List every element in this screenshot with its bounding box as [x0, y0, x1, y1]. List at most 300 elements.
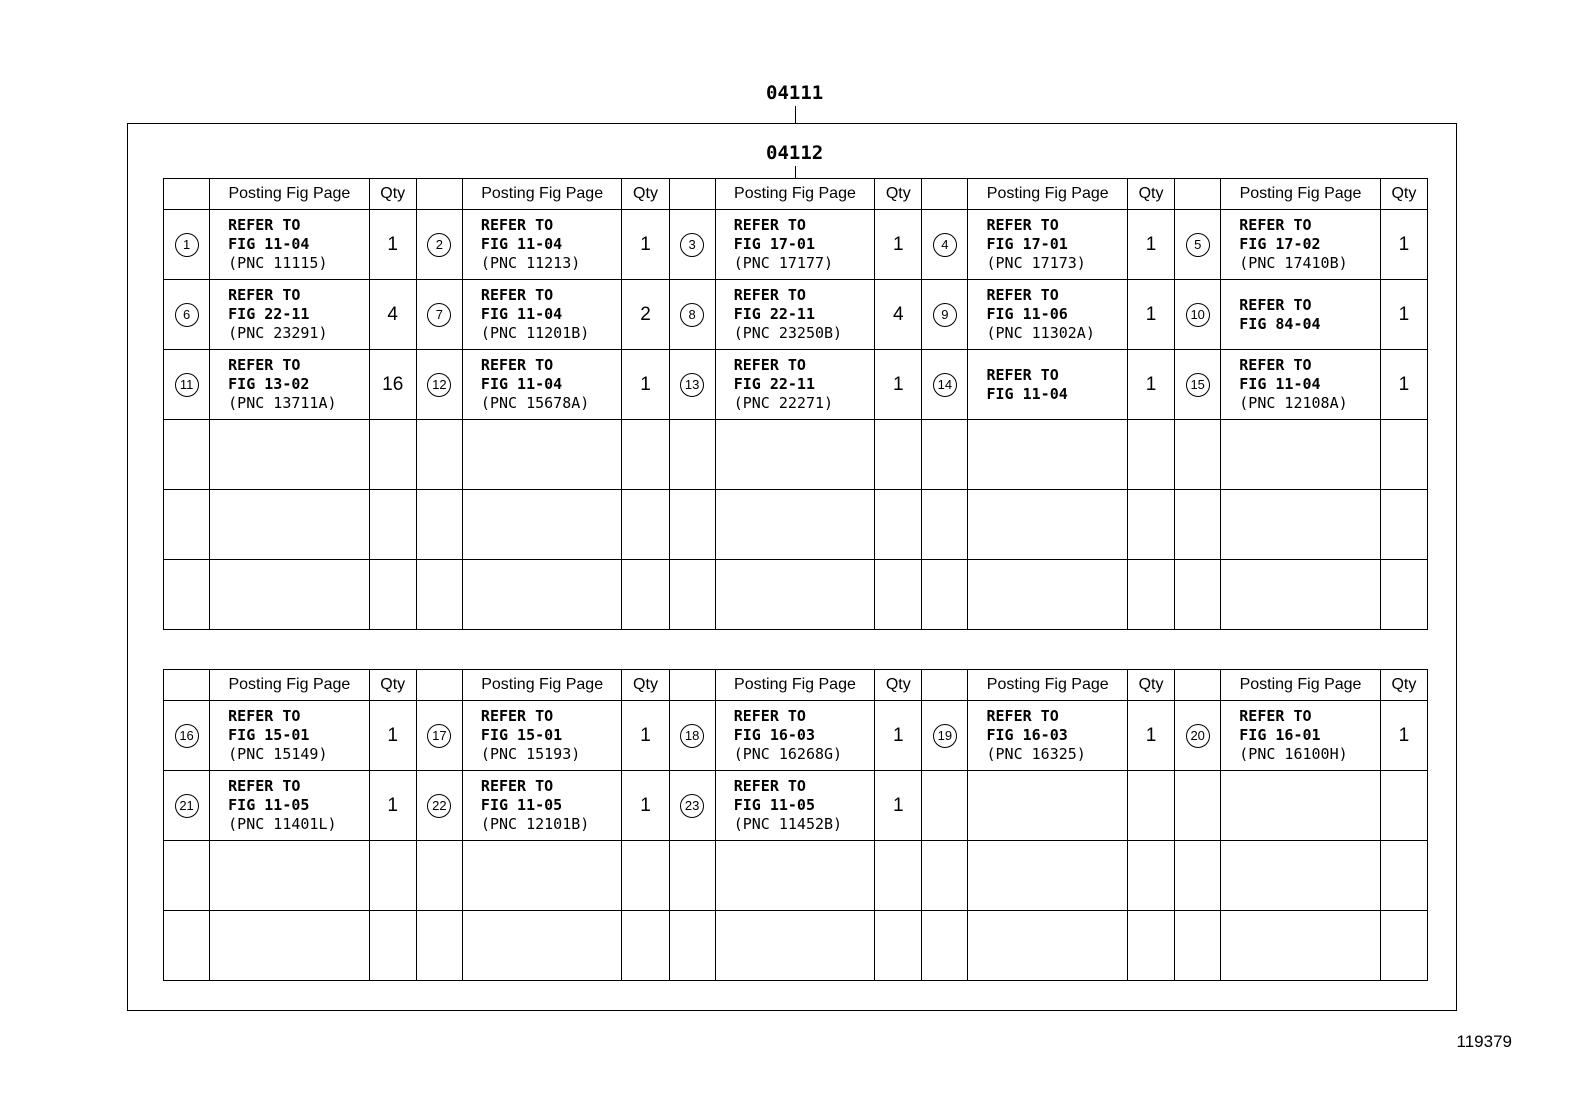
qty-cell — [1127, 771, 1174, 841]
qty-cell — [622, 560, 669, 630]
item-number-circle: 15 — [1186, 373, 1210, 397]
fig-page-text: FIG 11-04 — [480, 235, 563, 253]
fig-page-text: FIG 11-04 — [480, 305, 563, 323]
reference-cell — [210, 701, 370, 771]
pnc-text: (PNC 15149) — [228, 745, 328, 763]
header-qty: Qty — [1380, 179, 1427, 210]
reference-cell — [968, 490, 1128, 560]
header-number-cell — [1175, 670, 1221, 701]
header-qty: Qty — [1127, 670, 1174, 701]
reference-text — [716, 707, 875, 764]
reference-text — [463, 216, 622, 273]
item-number-circle: 20 — [1186, 724, 1210, 748]
item-number-cell — [1175, 701, 1221, 771]
qty-cell — [875, 420, 922, 490]
reference-cell — [715, 701, 875, 771]
header-qty: Qty — [875, 670, 922, 701]
header-number-cell — [416, 670, 462, 701]
qty-cell: 1 — [369, 701, 416, 771]
header-qty: Qty — [622, 179, 669, 210]
reference-cell — [1221, 490, 1381, 560]
item-number-cell — [1175, 911, 1221, 981]
header-number-cell — [1175, 179, 1221, 210]
item-number-circle: 14 — [933, 373, 957, 397]
item-number-cell — [416, 490, 462, 560]
reference-text — [463, 286, 622, 343]
item-number-circle: 1 — [175, 233, 199, 257]
fig-page-text: FIG 17-01 — [733, 235, 815, 253]
reference-cell — [1221, 841, 1381, 911]
pnc-text: (PNC 11201B) — [480, 324, 590, 342]
reference-cell — [210, 280, 370, 350]
item-number-cell — [922, 210, 968, 280]
header-posting-fig-page: Posting Fig Page — [1221, 179, 1381, 210]
leader-line-top — [795, 106, 796, 123]
refer-to-text: REFER TO — [1239, 295, 1312, 314]
item-number-cell — [922, 560, 968, 630]
item-number-cell — [669, 911, 715, 981]
fig-page-text: FIG 11-04 — [986, 384, 1068, 403]
reference-cell — [1221, 210, 1381, 280]
reference-text — [968, 286, 1127, 343]
fig-page-text: FIG 84-04 — [1239, 314, 1321, 333]
item-number-cell — [416, 701, 462, 771]
reference-cell — [968, 420, 1128, 490]
fig-page-text: FIG 15-01 — [228, 726, 310, 744]
header-row — [164, 179, 1428, 210]
fig-page-text: FIG 11-06 — [986, 305, 1068, 323]
refer-to-text: REFER TO — [733, 286, 806, 304]
reference-cell — [715, 350, 875, 420]
item-number-cell — [416, 911, 462, 981]
header-posting-fig-page: Posting Fig Page — [715, 179, 875, 210]
item-number-cell — [416, 560, 462, 630]
reference-cell — [210, 841, 370, 911]
refer-to-text: REFER TO — [228, 216, 301, 234]
item-number-cell — [922, 841, 968, 911]
reference-cell — [1221, 701, 1381, 771]
reference-cell — [210, 490, 370, 560]
reference-cell — [968, 771, 1128, 841]
pnc-text: (PNC 11115) — [228, 254, 328, 272]
reference-text — [210, 777, 369, 834]
item-number-cell — [164, 490, 210, 560]
qty-cell — [369, 841, 416, 911]
table-row — [164, 420, 1428, 490]
header-row — [164, 670, 1428, 701]
item-number-circle: 16 — [175, 724, 199, 748]
item-number-cell — [164, 350, 210, 420]
reference-cell — [968, 701, 1128, 771]
qty-cell — [369, 911, 416, 981]
leader-line-inner — [795, 166, 796, 178]
item-number-circle: 22 — [427, 794, 451, 818]
item-number-cell — [416, 280, 462, 350]
header-posting-fig-page: Posting Fig Page — [462, 670, 622, 701]
fig-page-text: FIG 17-02 — [1239, 235, 1321, 253]
reference-cell — [1221, 350, 1381, 420]
item-number-cell — [922, 911, 968, 981]
qty-cell — [875, 911, 922, 981]
qty-cell — [1127, 560, 1174, 630]
header-posting-fig-page: Posting Fig Page — [462, 179, 622, 210]
qty-cell: 1 — [1127, 701, 1174, 771]
header-number-cell — [164, 670, 210, 701]
qty-cell: 1 — [622, 350, 669, 420]
reference-text — [716, 216, 875, 273]
pnc-text: (PNC 17173) — [986, 254, 1086, 272]
qty-cell — [369, 560, 416, 630]
reference-cell — [210, 560, 370, 630]
item-number-circle: 17 — [427, 724, 451, 748]
qty-cell: 1 — [1127, 280, 1174, 350]
reference-text — [716, 286, 875, 343]
qty-cell — [1380, 911, 1427, 981]
reference-cell — [462, 280, 622, 350]
fig-page-text: FIG 16-01 — [1239, 726, 1321, 744]
pnc-text: (PNC 16268G) — [733, 745, 843, 763]
header-posting-fig-page: Posting Fig Page — [968, 670, 1128, 701]
qty-cell — [1380, 771, 1427, 841]
qty-cell: 1 — [1380, 701, 1427, 771]
item-number-circle: 12 — [427, 373, 451, 397]
reference-cell — [968, 841, 1128, 911]
reference-text — [968, 707, 1127, 764]
pnc-text: (PNC 16100H) — [1239, 745, 1348, 763]
item-number-circle: 3 — [680, 233, 704, 257]
reference-cell — [968, 911, 1128, 981]
pnc-text: (PNC 23291) — [228, 324, 328, 342]
header-posting-fig-page: Posting Fig Page — [210, 179, 370, 210]
item-number-cell — [416, 420, 462, 490]
header-qty: Qty — [369, 179, 416, 210]
header-number-cell — [416, 179, 462, 210]
item-number-cell — [669, 280, 715, 350]
item-number-cell — [922, 701, 968, 771]
assembly-label-04112: 04112 — [766, 142, 824, 164]
pnc-text: (PNC 11213) — [480, 254, 581, 272]
item-number-cell — [416, 210, 462, 280]
qty-cell — [1127, 841, 1174, 911]
item-number-cell — [1175, 350, 1221, 420]
reference-cell — [968, 280, 1128, 350]
fig-page-text: FIG 16-03 — [733, 726, 815, 744]
item-number-circle: 13 — [680, 373, 704, 397]
qty-cell — [1380, 841, 1427, 911]
qty-cell: 1 — [1127, 350, 1174, 420]
header-number-cell — [922, 670, 968, 701]
pnc-text: (PNC 12108A) — [1239, 394, 1348, 412]
qty-cell: 1 — [875, 701, 922, 771]
item-number-cell — [164, 771, 210, 841]
item-number-cell — [164, 560, 210, 630]
table-row — [164, 701, 1428, 771]
fig-page-text: FIG 11-04 — [228, 235, 310, 253]
refer-to-text: REFER TO — [1239, 356, 1312, 374]
refer-to-text: REFER TO — [986, 286, 1059, 304]
item-number-cell — [164, 210, 210, 280]
reference-text — [1221, 356, 1380, 413]
item-number-cell — [922, 771, 968, 841]
refer-to-text: REFER TO — [480, 356, 554, 374]
item-number-cell — [669, 350, 715, 420]
header-qty: Qty — [622, 670, 669, 701]
fig-page-text: FIG 11-05 — [480, 796, 563, 814]
assembly-label-04111: 04111 — [766, 82, 824, 104]
qty-cell: 1 — [875, 350, 922, 420]
pnc-text: (PNC 13711A) — [228, 394, 337, 412]
header-number-cell — [669, 670, 715, 701]
item-number-cell — [669, 420, 715, 490]
refer-to-text: REFER TO — [480, 216, 554, 234]
qty-cell — [1127, 911, 1174, 981]
fig-page-text: FIG 22-11 — [733, 305, 815, 323]
reference-cell — [715, 560, 875, 630]
table-row — [164, 280, 1428, 350]
item-number-cell — [416, 771, 462, 841]
header-posting-fig-page: Posting Fig Page — [1221, 670, 1381, 701]
parts-table-upper — [163, 178, 1428, 630]
reference-text — [210, 286, 369, 343]
item-number-cell — [416, 841, 462, 911]
reference-cell — [210, 210, 370, 280]
item-number-circle: 10 — [1186, 303, 1210, 327]
fig-page-text: FIG 15-01 — [480, 726, 563, 744]
item-number-circle: 8 — [680, 303, 704, 327]
table-row — [164, 210, 1428, 280]
table-row — [164, 841, 1428, 911]
qty-cell — [1127, 490, 1174, 560]
qty-cell: 1 — [622, 771, 669, 841]
pnc-text: (PNC 17410B) — [1239, 254, 1348, 272]
item-number-cell — [669, 560, 715, 630]
item-number-circle: 7 — [427, 303, 451, 327]
reference-text — [968, 216, 1127, 273]
reference-cell — [715, 771, 875, 841]
item-number-cell — [164, 420, 210, 490]
item-number-cell — [922, 280, 968, 350]
reference-text — [716, 777, 875, 834]
item-number-circle: 6 — [175, 303, 199, 327]
fig-page-text: FIG 11-04 — [1239, 375, 1321, 393]
item-number-circle: 18 — [680, 724, 704, 748]
item-number-circle: 5 — [1186, 233, 1210, 257]
item-number-cell — [922, 350, 968, 420]
qty-cell — [1380, 490, 1427, 560]
reference-cell — [462, 490, 622, 560]
reference-cell — [715, 911, 875, 981]
fig-page-text: FIG 16-03 — [986, 726, 1068, 744]
pnc-text: (PNC 11452B) — [733, 815, 843, 833]
reference-text — [210, 356, 369, 413]
qty-cell — [622, 490, 669, 560]
reference-text — [968, 366, 1127, 404]
pnc-text: (PNC 22271) — [733, 394, 834, 412]
item-number-cell — [416, 350, 462, 420]
reference-text — [1221, 216, 1380, 273]
reference-cell — [462, 701, 622, 771]
refer-to-text: REFER TO — [733, 216, 806, 234]
item-number-cell — [1175, 280, 1221, 350]
reference-cell — [210, 350, 370, 420]
reference-cell — [968, 560, 1128, 630]
refer-to-text: REFER TO — [228, 707, 301, 725]
reference-text — [1221, 296, 1380, 334]
qty-cell — [875, 560, 922, 630]
fig-page-text: FIG 11-05 — [228, 796, 310, 814]
reference-cell — [210, 771, 370, 841]
item-number-cell — [922, 420, 968, 490]
qty-cell: 4 — [875, 280, 922, 350]
item-number-cell — [1175, 560, 1221, 630]
refer-to-text: REFER TO — [986, 365, 1059, 384]
refer-to-text: REFER TO — [480, 286, 554, 304]
reference-cell — [462, 420, 622, 490]
qty-cell — [369, 490, 416, 560]
item-number-cell — [669, 841, 715, 911]
item-number-cell — [669, 771, 715, 841]
item-number-cell — [1175, 210, 1221, 280]
pnc-text: (PNC 23250B) — [733, 324, 843, 342]
reference-cell — [462, 841, 622, 911]
reference-text — [716, 356, 875, 413]
item-number-circle: 11 — [175, 373, 199, 397]
reference-cell — [1221, 911, 1381, 981]
qty-cell: 1 — [622, 701, 669, 771]
fig-page-text: FIG 22-11 — [733, 375, 815, 393]
refer-to-text: REFER TO — [733, 777, 806, 795]
header-number-cell — [922, 179, 968, 210]
qty-cell: 1 — [1380, 210, 1427, 280]
qty-cell — [1380, 560, 1427, 630]
qty-cell: 1 — [1380, 350, 1427, 420]
refer-to-text: REFER TO — [228, 286, 301, 304]
table-row — [164, 911, 1428, 981]
qty-cell — [875, 490, 922, 560]
table-row — [164, 490, 1428, 560]
reference-cell — [1221, 771, 1381, 841]
qty-cell: 4 — [369, 280, 416, 350]
reference-cell — [1221, 280, 1381, 350]
header-qty: Qty — [1380, 670, 1427, 701]
item-number-circle: 4 — [933, 233, 957, 257]
reference-cell — [715, 490, 875, 560]
table-row — [164, 350, 1428, 420]
pnc-text: (PNC 16325) — [986, 745, 1086, 763]
qty-cell: 1 — [875, 771, 922, 841]
header-qty: Qty — [875, 179, 922, 210]
item-number-cell — [164, 280, 210, 350]
refer-to-text: REFER TO — [733, 356, 806, 374]
header-number-cell — [669, 179, 715, 210]
header-number-cell — [164, 179, 210, 210]
header-qty: Qty — [369, 670, 416, 701]
reference-cell — [715, 841, 875, 911]
pnc-text: (PNC 12101B) — [480, 815, 590, 833]
item-number-cell — [922, 490, 968, 560]
qty-cell: 1 — [369, 210, 416, 280]
header-posting-fig-page: Posting Fig Page — [715, 670, 875, 701]
header-posting-fig-page: Posting Fig Page — [968, 179, 1128, 210]
refer-to-text: REFER TO — [228, 356, 301, 374]
item-number-cell — [1175, 420, 1221, 490]
refer-to-text: REFER TO — [1239, 707, 1312, 725]
qty-cell — [622, 841, 669, 911]
qty-cell: 1 — [1380, 280, 1427, 350]
refer-to-text: REFER TO — [228, 777, 301, 795]
refer-to-text: REFER TO — [1239, 216, 1312, 234]
reference-cell — [968, 350, 1128, 420]
reference-text — [463, 777, 622, 834]
qty-cell: 1 — [875, 210, 922, 280]
qty-cell: 1 — [369, 771, 416, 841]
fig-page-text: FIG 11-05 — [733, 796, 815, 814]
qty-cell — [1127, 420, 1174, 490]
item-number-cell — [1175, 841, 1221, 911]
header-qty: Qty — [1127, 179, 1174, 210]
reference-cell — [1221, 560, 1381, 630]
pnc-text: (PNC 11401L) — [228, 815, 337, 833]
reference-cell — [715, 210, 875, 280]
item-number-cell — [1175, 490, 1221, 560]
item-number-cell — [164, 911, 210, 981]
qty-cell — [622, 911, 669, 981]
reference-cell — [462, 210, 622, 280]
reference-text — [463, 707, 622, 764]
fig-page-text: FIG 22-11 — [228, 305, 310, 323]
table-row — [164, 560, 1428, 630]
reference-cell — [210, 420, 370, 490]
qty-cell: 1 — [1127, 210, 1174, 280]
reference-text — [210, 216, 369, 273]
reference-text — [210, 707, 369, 764]
item-number-cell — [164, 841, 210, 911]
reference-cell — [462, 350, 622, 420]
header-posting-fig-page: Posting Fig Page — [210, 670, 370, 701]
refer-to-text: REFER TO — [733, 707, 806, 725]
qty-cell — [875, 841, 922, 911]
reference-cell — [715, 280, 875, 350]
item-number-cell — [1175, 771, 1221, 841]
reference-text — [1221, 707, 1380, 764]
qty-cell: 16 — [369, 350, 416, 420]
fig-page-text: FIG 13-02 — [228, 375, 310, 393]
pnc-text: (PNC 11302A) — [986, 324, 1095, 342]
item-number-cell — [669, 701, 715, 771]
item-number-circle: 19 — [933, 724, 957, 748]
refer-to-text: REFER TO — [480, 707, 554, 725]
reference-cell — [462, 771, 622, 841]
pnc-text: (PNC 15678A) — [480, 394, 590, 412]
qty-cell — [622, 420, 669, 490]
fig-page-text: FIG 11-04 — [480, 375, 563, 393]
reference-text — [463, 356, 622, 413]
reference-cell — [462, 911, 622, 981]
table-row — [164, 771, 1428, 841]
figure-number: 119379 — [1456, 1032, 1512, 1051]
refer-to-text: REFER TO — [986, 216, 1059, 234]
reference-cell — [1221, 420, 1381, 490]
fig-page-text: FIG 17-01 — [986, 235, 1068, 253]
parts-table-lower — [163, 669, 1428, 981]
pnc-text: (PNC 15193) — [480, 745, 581, 763]
qty-cell: 1 — [622, 210, 669, 280]
refer-to-text: REFER TO — [480, 777, 554, 795]
reference-cell — [968, 210, 1128, 280]
reference-cell — [462, 560, 622, 630]
pnc-text: (PNC 17177) — [733, 254, 834, 272]
qty-cell — [369, 420, 416, 490]
